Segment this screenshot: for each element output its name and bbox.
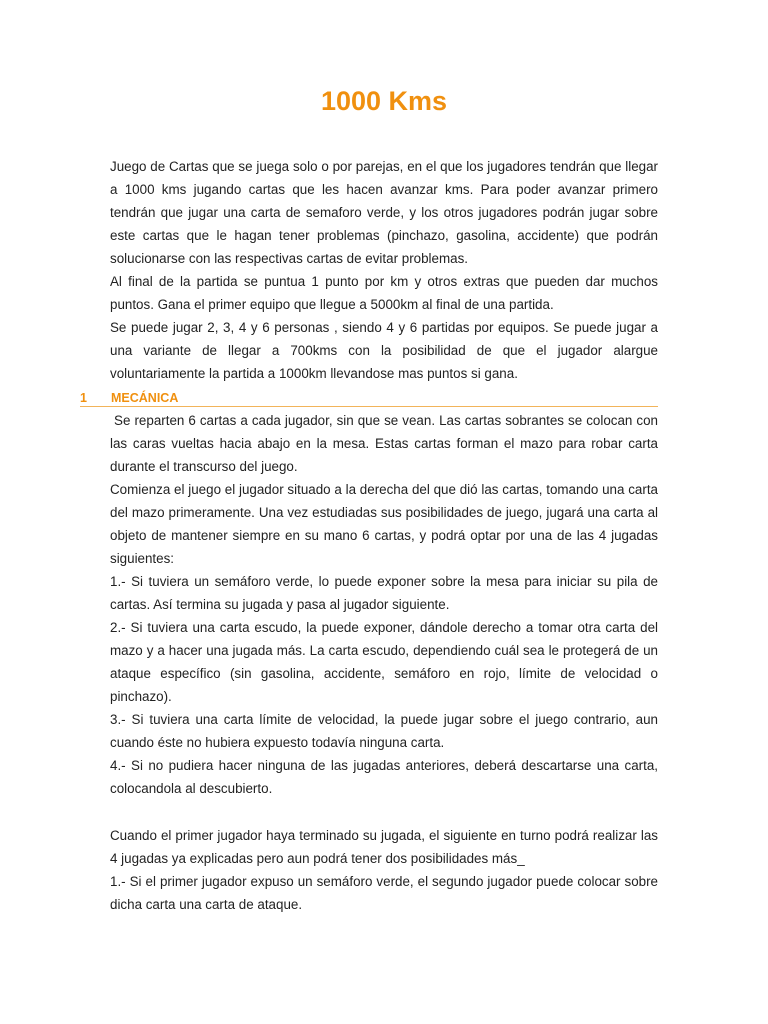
second-turn-section [110, 824, 658, 916]
mechanics-paragraph: 4.- Si no pudiera hacer ninguna de las jugadas anteriores, deberá descartarse una carta, colocandola al descubierto. [110, 758, 666, 796]
intro-paragraph: Se puede jugar 2, 3, 4 y 6 personas , siendo 4 y 6 partidas por equipos. Se puede jugar a una variante de llegar a 700kms con la posibilidad de que el jugador alargue voluntariamente la partida a 1000km llevandose mas puntos si gana. [110, 320, 658, 381]
document-title: 1000 Kms [320, 86, 448, 116]
mechanics-paragraph: 2.- Si tuviera una carta escudo, la puede exponer, dándole derecho a tomar otra carta del mazo y a hacer una jugada más. La carta escudo, dependiendo cuál sea le protegerá de un ataque específico (sin gasolina, accidente, semáforo en rojo, límite de velocidad o pinchazo). [110, 620, 658, 704]
mechanics-paragraph: Se reparten 6 cartas a cada jugador, sin que se vean. Las cartas sobrantes se colocan con las caras vueltas hacia abajo en la mesa. Estas cartas forman el mazo para robar carta durante el transcurso del juego. [110, 413, 662, 474]
mechanics-paragraph: 3.- Si tuviera una carta límite de velocidad, la puede jugar sobre el juego contrario, aun cuando éste no hubiera expuesto todavía ninguna carta. [110, 712, 658, 750]
mechanics-section [110, 409, 666, 800]
intro-paragraph: Al final de la partida se puntua 1 punto por km y otros extras que pueden dar muchos puntos. Gana el primer equipo que llegue a 5000km al final de una partida. [110, 274, 658, 312]
section-heading-mecanica [80, 390, 658, 407]
intro-section [110, 155, 658, 385]
section-number: 1 [80, 391, 87, 405]
second-turn-paragraph: Cuando el primer jugador haya terminado su jugada, el siguiente en turno podrá realizar las 4 jugadas ya explicadas pero aun podrá tener dos posibilidades más_ [110, 828, 658, 866]
intro-paragraph: Juego de Cartas que se juega solo o por parejas, en el que los jugadores tendrán que llegar a 1000 kms jugando cartas que les hacen avanzar kms. Para poder avanzar primero tendrán que jugar una carta de semaforo verde, y los otros jugadores podrán jugar sobre este cartas que le hagan tener problemas (pinchazo, gasolina, accidente) que podrán solucionarse con las respectivas cartas de evitar problemas. [110, 159, 658, 266]
second-turn-paragraph: 1.- Si el primer jugador expuso un semáforo verde, el segundo jugador puede colocar sobre dicha carta una carta de ataque. [110, 874, 658, 912]
mechanics-paragraph: 1.- Si tuviera un semáforo verde, lo puede exponer sobre la mesa para iniciar su pila de cartas. Así termina su jugada y pasa al jugador siguiente. [110, 574, 658, 612]
section-heading-label: MECÁNICA [111, 391, 179, 405]
mechanics-paragraph: Comienza el juego el jugador situado a la derecha del que dió las cartas, tomando una carta del mazo primeramente. Una vez estudiadas sus posibilidades de juego, jugará una carta al objeto de mantener siempre en su mano 6 cartas, y podrá optar por una de las 4 jugadas siguientes: [110, 482, 658, 566]
